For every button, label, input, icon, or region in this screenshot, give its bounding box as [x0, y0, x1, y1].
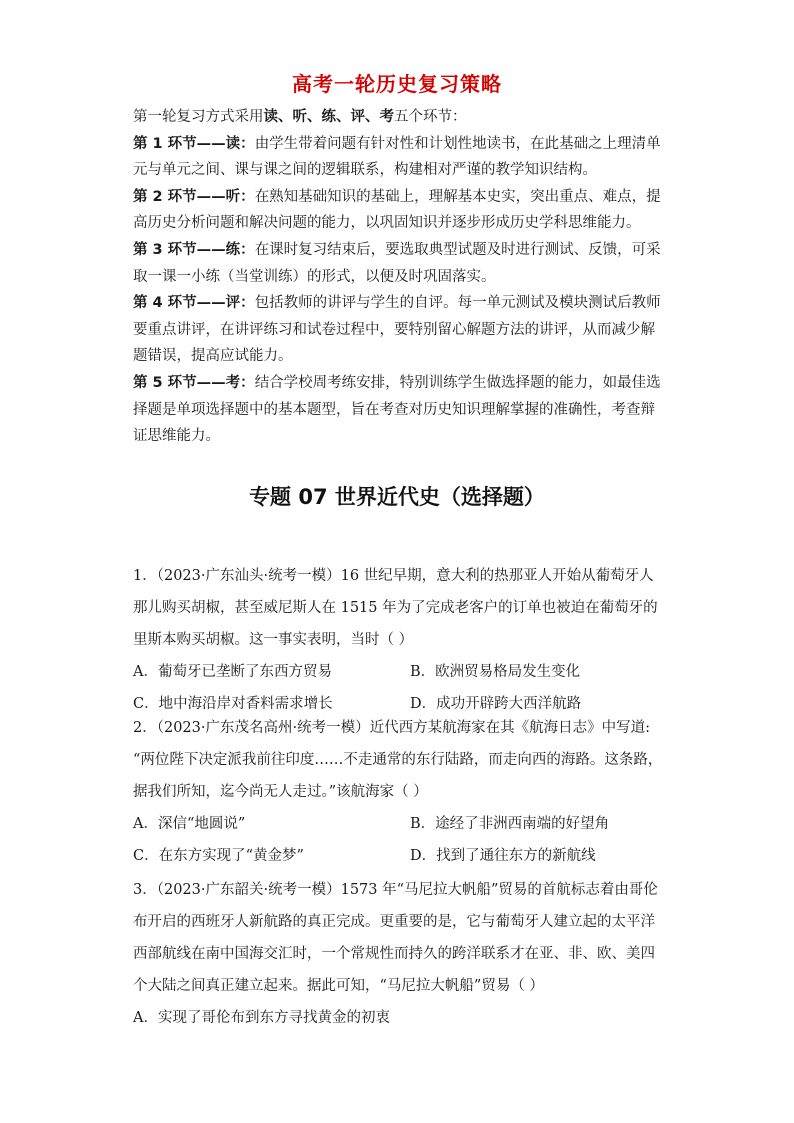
option-a[interactable]: A．实现了哥伦布到东方寻找黄金的初衷 — [133, 1010, 390, 1026]
step-4 — [133, 290, 663, 370]
option-c[interactable]: C．在东方实现了“黄金梦” — [133, 848, 304, 864]
step-label: 第 2 环节——听： — [133, 188, 255, 205]
step-label: 第 3 环节——练： — [133, 241, 255, 258]
step-text: 由学生带着问题有针对性和计划性地读书，在此基础之上理清单元与单元之间、课与课之间的逻辑联系，构建相对严谨的教学知识结构。 — [133, 135, 661, 179]
step-1 — [133, 131, 663, 184]
question-3 — [133, 874, 663, 1034]
step-2 — [133, 184, 663, 237]
option-d[interactable]: D．找到了通往东方的新航线 — [410, 848, 596, 864]
step-5 — [133, 370, 663, 450]
step-label: 第 1 环节——读： — [133, 135, 255, 152]
topic-title: 专题 07 世界近代史（选择题） — [249, 485, 545, 509]
step-text: 结合学校周考练安排，特别训练学生做选择题的能力，如最佳选择题是单项选择题中的基本题型，旨在考查对历史知识理解掌握的准确性，考查辩证思维能力。 — [133, 374, 661, 445]
question-stem: 3．（2023·广东韶关·统考一模）1573 年“马尼拉大帆船”贸易的首航标志着由哥伦布开启的西班牙人新航路的真正完成。更重要的是，它与葡萄牙人建立起的太平洋西部航线在南中国海交汇时，一个常规性而持久的跨洋联系才在亚、非、欧、美四个大陆之间真正建立起来。据此可知，“马尼拉大帆船”贸易（ ） — [133, 882, 658, 994]
option-b[interactable]: B．途经了非洲西南端的好望角 — [410, 816, 610, 832]
intro-suffix: 五个环节： — [394, 109, 467, 125]
question-options — [133, 656, 663, 720]
intro-prefix: 第一轮复习方式采用 — [133, 109, 264, 125]
option-c[interactable]: C．地中海沿岸对香料需求增长 — [133, 696, 333, 712]
option-a[interactable]: A．深信“地圆说” — [133, 816, 246, 832]
step-3 — [133, 237, 663, 290]
step-text: 在熟知基础知识的基础上，理解基本史实，突出重点、难点，提高历史分析问题和解决问题的能力，以巩固知识并逐步形成历史学科思维能力。 — [133, 188, 661, 232]
question-options — [133, 808, 663, 872]
page-title: 高考一轮历史复习策略 — [292, 72, 502, 96]
review-strategy-section — [133, 104, 663, 450]
intro-bold: 读、听、练、评、考 — [263, 109, 394, 125]
question-stem: 2．（2023·广东茂名高州·统考一模）近代西方某航海家在其《航海日志》中写道: “两位陛下决定派我前往印度……不走通常的东行陆路，而走向西的海路。这条路，据我们所知，迄今尚无人走过。”该航海家（ ） — [133, 720, 663, 800]
question-stem: 1．（2023·广东汕头·统考一模）16 世纪早期，意大利的热那亚人开始从葡萄牙人那儿购买胡椒，甚至威尼斯人在 1515 年为了完成老客户的订单也被迫在葡萄牙的里斯本购买胡椒。这一事实表明，当时（ ） — [133, 568, 658, 648]
step-text: 在课时复习结束后，要选取典型试题及时进行测试、反馈，可采取一课一小练（当堂训练）的形式，以便及时巩固落实。 — [133, 241, 661, 285]
option-d[interactable]: D．成功开辟跨大西洋航路 — [410, 696, 582, 712]
question-2 — [133, 712, 663, 872]
option-a[interactable]: A．葡萄牙已垄断了东西方贸易 — [133, 664, 332, 680]
question-1 — [133, 560, 663, 720]
intro-paragraph — [133, 104, 663, 131]
step-label: 第 5 环节——考： — [133, 374, 255, 391]
step-text: 包括教师的讲评与学生的自评。每一单元测试及模块测试后教师要重点讲评，在讲评练习和试卷过程中，要特别留心解题方法的讲评，从而减少解题错误，提高应试能力。 — [133, 295, 661, 365]
option-b[interactable]: B．欧洲贸易格局发生变化 — [410, 664, 581, 680]
step-label: 第 4 环节——评： — [133, 295, 255, 312]
